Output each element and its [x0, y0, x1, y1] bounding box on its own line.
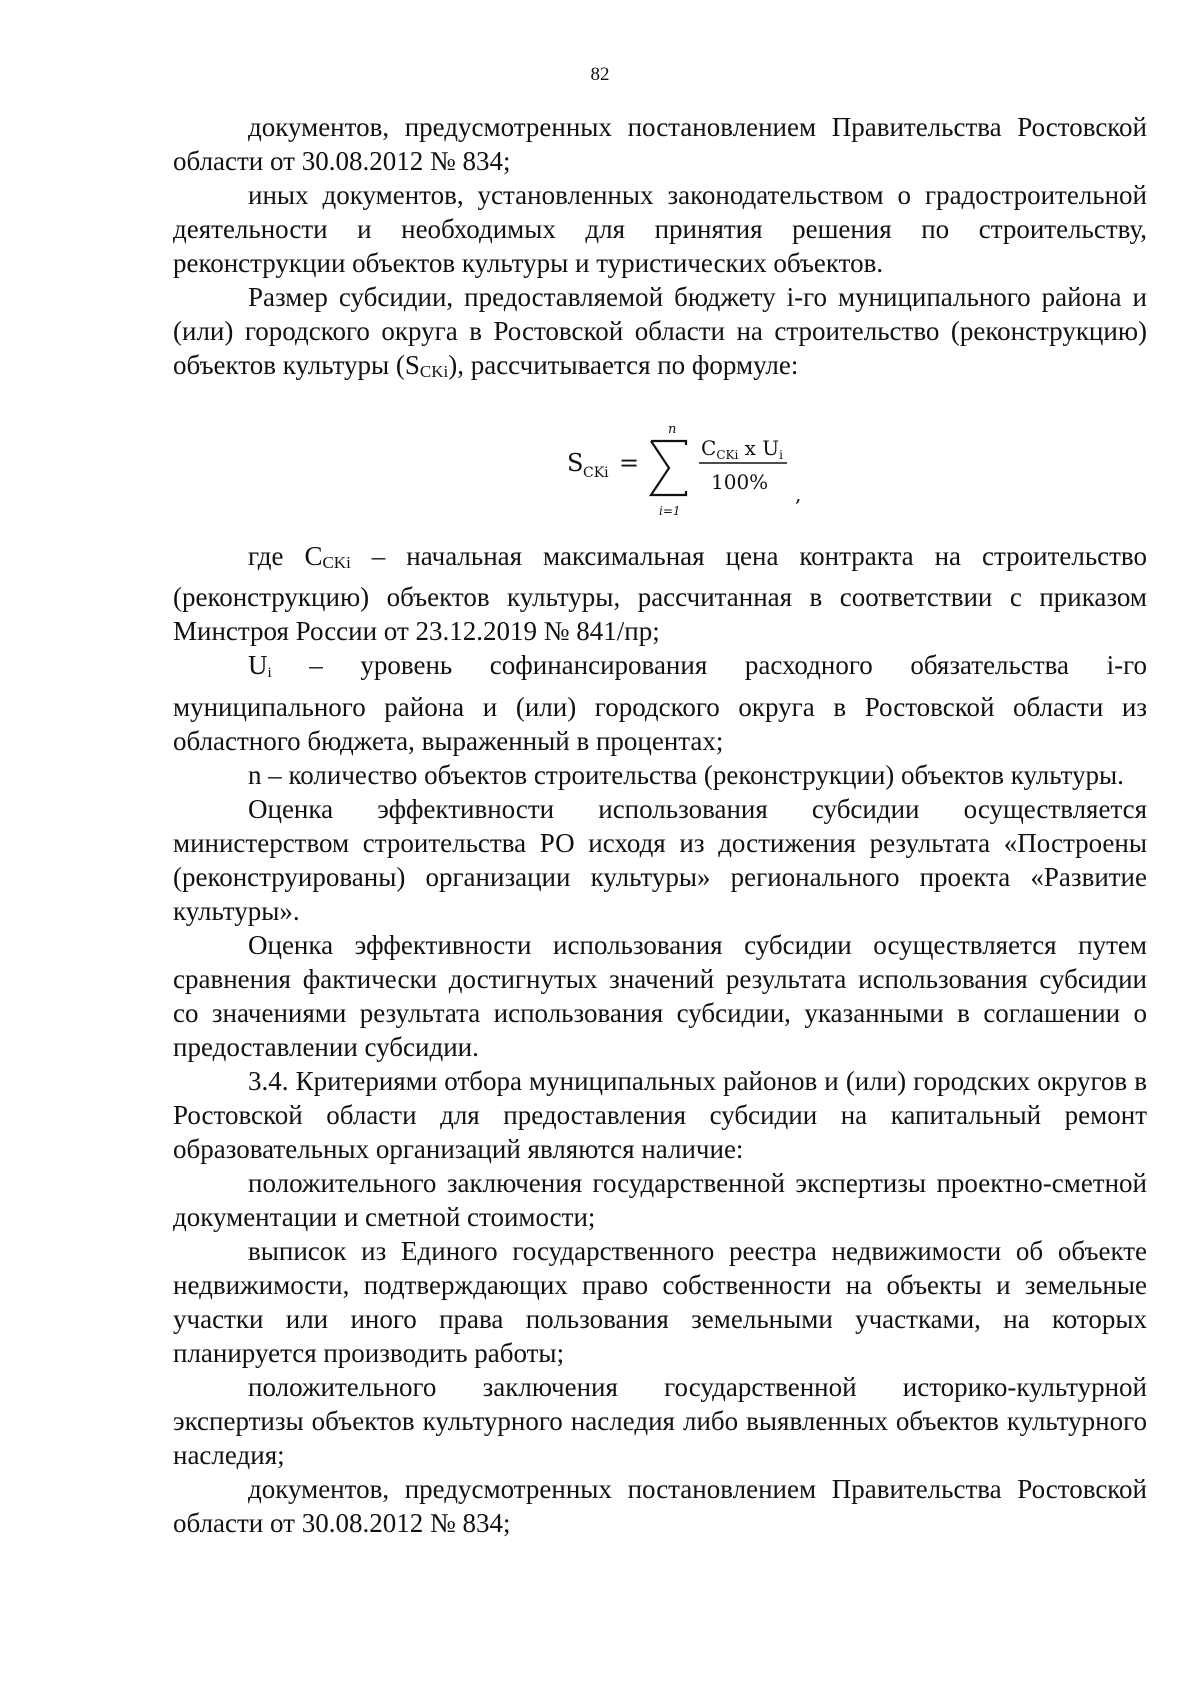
- paragraph: Оценка эффективности использования субсидии осуществляется министерством строительства РО исходя из достижения результата «Построены (реконструированы) организации культуры» регионального проекта «Развитие культуры».: [173, 794, 1147, 926]
- formula-block: [173, 401, 1147, 531]
- paragraph: положительного заключения государственной историко-культурной экспертизы объектов культурного наследия либо выявленных объектов культурного наследия;: [173, 1372, 1147, 1470]
- paragraph: иных документов, установленных законодательством о градостроительной деятельности и необходимых для принятия решения по строительству, реконструкции объектов культуры и туристических объектов.: [173, 180, 1147, 278]
- page-number: 82: [590, 64, 610, 85]
- document-body: [173, 110, 1147, 1540]
- paragraph: выписок из Единого государственного реестра недвижимости об объекте недвижимости, подтверждающих право собственности на объекты и земельные участки или иного права пользования земельными участками, на которых планируется производить работы;: [173, 1236, 1147, 1368]
- formula-lhs: S: [567, 449, 584, 477]
- where-paragraph: [173, 539, 1147, 648]
- text-fragment: Размер субсидии, предоставляемой бюджету i-го муниципального района и (или) городского округа в Ростовской области на строительство (реконструкцию) объектов культуры (S: [173, 282, 1147, 380]
- paragraph: 3.4. Критериями отбора муниципальных районов и (или) городских округов в Ростовской области для предоставления субсидии на капитальный ремонт образовательных организаций являются наличие:: [173, 1066, 1147, 1164]
- text-fragment: где C: [248, 541, 323, 571]
- text-fragment: – уровень софинансирования расходного обязательства i-го муниципального района и (или) городского округа в Ростовской области из областного бюджета, выраженный в процентах;: [173, 650, 1147, 756]
- sum-upper-limit: n: [668, 422, 677, 437]
- sigma-sign: [651, 441, 686, 495]
- formula-equals: =: [619, 449, 640, 477]
- numerator-u-subscript: i: [779, 448, 783, 462]
- paragraph: n – количество объектов строительства (реконструкции) объектов культуры.: [248, 760, 1124, 790]
- paragraph: Оценка эффективности использования субсидии осуществляется путем сравнения фактически достигнутых значений результата использования субсидии со значениями результата использования субсидии, указанными в соглашении о предоставлении субсидии.: [173, 930, 1147, 1062]
- subsidy-formula: [565, 401, 825, 521]
- paragraph: положительного заключения государственной экспертизы проектно-сметной документации и сметной стоимости;: [173, 1168, 1147, 1232]
- sum-lower-limit: i=1: [659, 504, 681, 518]
- subscript: i: [267, 665, 272, 681]
- numerator-c-subscript: CKi: [716, 448, 739, 462]
- formula-lhs-subscript: CKi: [583, 465, 609, 481]
- paragraph: документов, предусмотренных постановлением Правительства Ростовской области от 30.08.2012 № 834;: [173, 1474, 1147, 1538]
- numerator-c: C: [701, 436, 717, 460]
- paragraph: документов, предусмотренных постановлением Правительства Ростовской области от 30.08.2012 № 834;: [173, 112, 1147, 176]
- subscript: CKi: [322, 553, 351, 572]
- u-definition-paragraph: [173, 648, 1147, 758]
- formula-numerator: [701, 436, 783, 462]
- subsidy-size-paragraph: [173, 280, 1147, 389]
- text-fragment: U: [248, 650, 268, 680]
- formula-denominator: 100%: [711, 470, 769, 494]
- formula-trailing-comma: ,: [795, 482, 802, 506]
- text-fragment: ), рассчитывается по формуле:: [448, 350, 799, 380]
- text-fragment: – начальная максимальная цена контракта на строительство (реконструкцию) объектов культуры, рассчитанная в соответствии с приказом Минстроя России от 23.12.2019 № 841/пр;: [173, 541, 1147, 646]
- subscript: CKi: [419, 362, 449, 381]
- numerator-mid: x U: [738, 436, 780, 460]
